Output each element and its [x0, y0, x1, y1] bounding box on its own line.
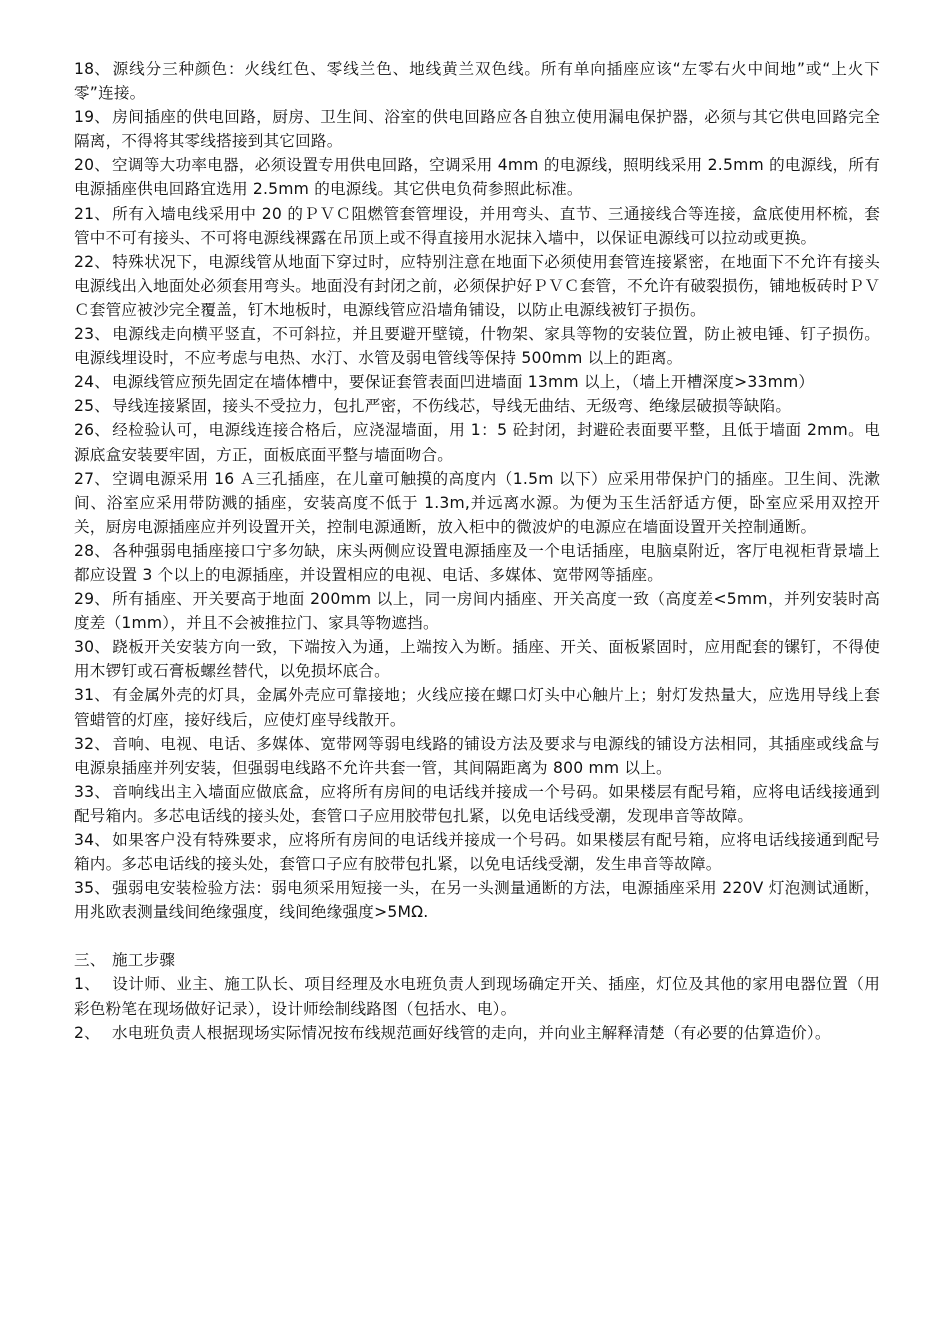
item-number: 24、 [74, 373, 111, 392]
item-number: 20、 [74, 156, 111, 175]
item-number: 28、 [74, 541, 111, 560]
item-text: 如果客户没有特殊要求，应将所有房间的电话线并接成一个号码。如果楼层有配号箱，应将电话线接通到配号箱内。多芯电话线的接头处，套管口子应有胶带包扎紧，以免电话线受潮，发生串音等故障。 [74, 831, 880, 874]
item-number: 30、 [74, 638, 111, 657]
item-number: 35、 [74, 879, 111, 898]
list-item [74, 972, 880, 1020]
list-item [74, 370, 880, 394]
item-number: 22、 [74, 252, 111, 271]
item-text: 设计师、业主、施工队长、项目经理及水电班负责人到现场确定开关、插座，灯位及其他的家用电器位置（用彩色粉笔在现场做好记录），设计师绘制线路图（包括水、电）。 [74, 975, 880, 1018]
list-item [74, 539, 880, 587]
section-number: 三、 [74, 951, 106, 970]
item-number: 21、 [74, 204, 111, 223]
item-number: 1、 [74, 975, 100, 994]
requirements-list [74, 57, 880, 924]
item-number: 26、 [74, 421, 111, 440]
list-item [74, 394, 880, 418]
item-text: 水电班负责人根据现场实际情况按布线规范画好线管的走向，并向业主解释清楚（有必要的估算造价）。 [112, 1023, 831, 1042]
list-item [74, 202, 880, 250]
item-text: 空调电源采用 16 Ａ三孔插座，在儿童可触摸的高度内（1.5m 以下）应采用带保护门的插座。卫生间、洗漱间、浴室应采用带防溅的插座，安装高度不低于 1.3m,并远离水源。为便为玉生活舒适方便，卧室应采用双控开关，厨房电源插座应并列设置开关，控制电源通断，放入柜中的微波炉的电源应在墙面设置开关控制通断。 [74, 469, 880, 536]
item-number: 19、 [74, 108, 111, 127]
item-number: 34、 [74, 831, 111, 849]
list-item [74, 683, 880, 731]
steps-list [74, 972, 880, 1044]
list-item [74, 876, 880, 924]
item-text: 电源线管应预先固定在墙体槽中，要保证套管表面凹进墙面 13mm 以上，（墙上开槽深度>33mm） [112, 373, 815, 392]
item-number: 33、 [74, 782, 111, 801]
list-item [74, 467, 880, 539]
item-text: 音响线出主入墙面应做底盒，应将所有房间的电话线并接成一个号码。如果楼层有配号箱，应将电话线接通到配号箱内。多芯电话线的接头处，套管口子应用胶带包扎紧，以免电话线受潮，发现串音等故障。 [74, 782, 880, 825]
item-text: 音响、电视、电话、多媒体、宽带网等弱电线路的铺设方法及要求与电源线的铺设方法相同，其插座或线盒与电源泉插座并列安装，但强弱电线路不允许共套一管，其间隔距离为 800 mm 以上。 [74, 734, 880, 777]
item-text: 有金属外壳的灯具，金属外壳应可靠接地；火线应接在螺口灯头中心触片上；射灯发热量大，应选用导线上套管蜡管的灯座，接好线后，应使灯座导线散开。 [74, 686, 880, 729]
item-number: 29、 [74, 590, 111, 609]
item-text: 经检验认可，电源线连接合格后，应浇湿墙面，用 1：5 砼封闭，封避砼表面要平整，且低于墙面 2mm。电源底盒安装要牢固，方正，面板底面平整与墙面吻合。 [74, 421, 880, 464]
item-number: 2、 [74, 1023, 100, 1042]
list-item [74, 732, 880, 780]
item-number: 31、 [74, 686, 111, 705]
item-number: 18、 [74, 60, 111, 78]
item-text: 特殊状况下，电源线管从地面下穿过时，应特别注意在地面下必须使用套管连接紧密，在地面下不允许有接头电源线出入地面处必须套用弯头。地面没有封闭之前，必须保护好ＰＶＣ套管，不允许有破裂损伤，铺地板砖时ＰＶＣ套管应被沙完全覆盖，钉木地板时，电源线管应沿墙角铺设，以防止电源线被钉子损伤。 [74, 252, 880, 319]
list-item [74, 780, 880, 828]
item-number: 32、 [74, 734, 111, 753]
list-item [74, 250, 880, 322]
list-item [74, 587, 880, 635]
item-number: 27、 [74, 469, 111, 488]
item-text: 源线分三种颜色：火线红色、零线兰色、地线黄兰双色线。所有单向插座应该“左零右火中间地”或“上火下零”连接。 [74, 60, 880, 103]
item-text: 各种强弱电插座接口宁多勿缺，床头两侧应设置电源插座及一个电话插座，电脑桌附近，客厅电视柜背景墙上都应设置 3 个以上的电源插座，并设置相应的电视、电话、多媒体、宽带网等插座。 [74, 541, 880, 584]
section-heading [74, 948, 880, 972]
list-item [74, 322, 880, 370]
item-text: 跷板开关安装方向一致，下端按入为通，上端按入为断。插座、开关、面板紧固时，应用配套的镙钉，不得使用木锣钉或石膏板螺丝替代，以免损坏底合。 [74, 638, 880, 681]
list-item [74, 153, 880, 201]
list-item [74, 828, 880, 876]
item-text: 房间插座的供电回路，厨房、卫生间、浴室的供电回路应各自独立使用漏电保护器，必须与其它供电回路完全隔离，不得将其零线搭接到其它回路。 [74, 108, 880, 151]
item-number: 25、 [74, 397, 111, 416]
list-item [74, 57, 880, 105]
list-item [74, 418, 880, 466]
item-text: 所有入墙电线采用中 20 的ＰＶＣ阻燃管套管埋设，并用弯头、直节、三通接线合等连接，盒底使用杯梳，套管中不可有接头、不可将电源线裸露在吊顶上或不得直接用水泥抹入墙中，以保证电源线可以拉动或更换。 [74, 204, 880, 247]
item-text: 强弱电安装检验方法：弱电须采用短接一头，在另一头测量通断的方法，电源插座采用 220V 灯泡测试通断，用兆欧表测量线间绝缘强度，线间绝缘强度>5MΩ. [74, 879, 880, 922]
list-item [74, 635, 880, 683]
section-gap [74, 924, 880, 948]
item-text: 空调等大功率电器，必须设置专用供电回路，空调采用 4mm 的电源线，照明线采用 2.5mm 的电源线，所有电源插座供电回路宜选用 2.5mm 的电源线。其它供电负荷参照此标准。 [74, 156, 880, 199]
item-text: 电源线走向横平竖直，不可斜拉，并且要避开壁镜，什物架、家具等物的安装位置，防止被电锤、钉子损伤。电源线埋设时，不应考虑与电热、水汀、水管及弱电管线等保持 500mm 以上的距离。 [74, 325, 880, 368]
list-item [74, 1021, 880, 1045]
item-text: 所有插座、开关要高于地面 200mm 以上，同一房间内插座、开关高度一致（高度差<5mm，并列安装时高度差（1mm），并且不会被推拉门、家具等物遮挡。 [74, 590, 880, 633]
item-text: 导线连接紧固，接头不受拉力，包扎严密，不伤线芯，导线无曲结、无级弯、绝缘层破损等缺陷。 [112, 397, 792, 416]
item-number: 23、 [74, 325, 111, 344]
list-item [74, 105, 880, 153]
section-title: 施工步骤 [112, 951, 176, 970]
